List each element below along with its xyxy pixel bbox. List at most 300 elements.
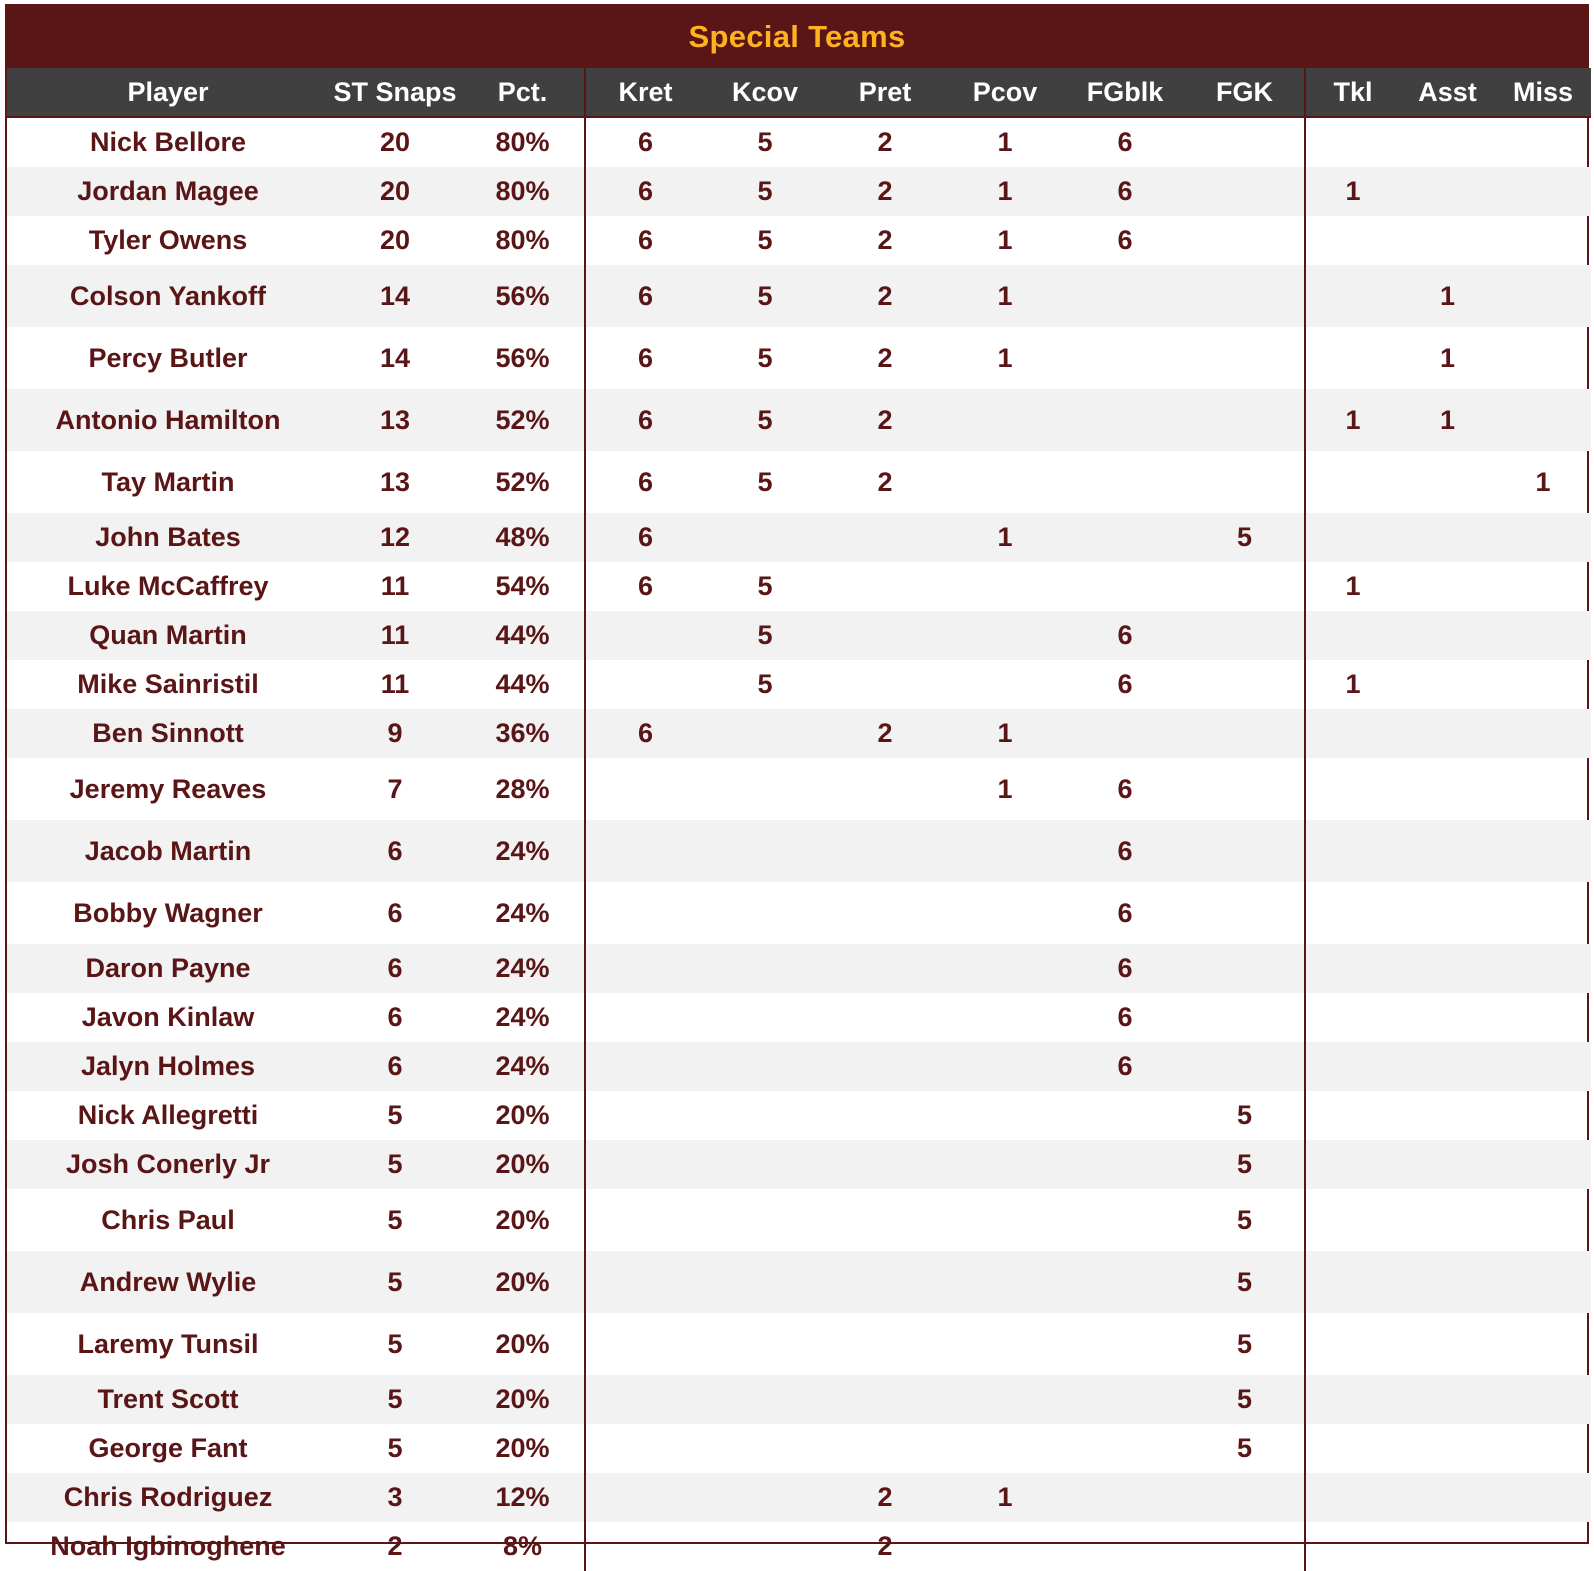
- cell-asst: [1400, 1251, 1495, 1313]
- cell-pct: 28%: [495, 773, 550, 804]
- cell-player: Mike Sainristil: [77, 669, 259, 699]
- cell-kcov: [705, 1313, 825, 1375]
- cell-snaps: 9: [329, 709, 461, 758]
- cell-kcov: [705, 1424, 825, 1473]
- cell-pct: 20%: [461, 1251, 585, 1313]
- cell-asst: [1400, 1189, 1495, 1251]
- cell-kret: [585, 1473, 705, 1522]
- table-row: [7, 709, 1591, 758]
- table-row: [7, 660, 1591, 709]
- cell-kcov: [705, 1522, 825, 1571]
- cell-pct: 80%: [461, 167, 585, 216]
- cell-miss: [1495, 1140, 1591, 1189]
- cell-fgk: [1185, 993, 1305, 1042]
- cell-kret: [585, 1189, 705, 1251]
- cell-pcov: [945, 562, 1065, 611]
- cell-pret: 2: [877, 1531, 893, 1561]
- cell-player: Tyler Owens: [88, 225, 248, 255]
- cell-asst: [1400, 451, 1495, 513]
- cell-pcov: 1: [945, 709, 1065, 758]
- cell-pct: 20%: [495, 1433, 550, 1463]
- table-row: [7, 167, 1591, 216]
- cell-miss: [1495, 993, 1591, 1042]
- cell-pret: 2: [825, 1473, 945, 1522]
- table-row: [7, 1522, 1591, 1571]
- cell-fgk: [1185, 944, 1305, 993]
- cell-player: Nick Allegretti: [77, 1100, 259, 1130]
- table-row: [7, 944, 1591, 993]
- cell-asst: [1400, 513, 1495, 562]
- table-row: [7, 882, 1591, 944]
- cell-fgk: 5: [1236, 1204, 1253, 1235]
- cell-pret: [825, 1042, 945, 1091]
- cell-miss: [1495, 820, 1591, 882]
- cell-pcov: [945, 389, 1065, 451]
- cell-fgblk: 6: [1065, 820, 1185, 882]
- cell-pcov: [945, 944, 1065, 993]
- cell-fgk: [1185, 451, 1305, 513]
- cell-pret: [825, 820, 945, 882]
- cell-fgk: 5: [1185, 1251, 1305, 1313]
- cell-fgblk: 6: [1117, 127, 1133, 157]
- cell-snaps: 6: [387, 1002, 403, 1032]
- cell-fgblk: 6: [1065, 167, 1185, 216]
- cell-snaps: 20: [329, 167, 461, 216]
- table-row: [7, 265, 1591, 327]
- cell-snaps: 3: [329, 1473, 461, 1522]
- cell-kcov: 5: [705, 389, 825, 451]
- cell-asst: [1400, 1375, 1495, 1424]
- cell-pcov: [945, 1424, 1065, 1473]
- cell-pret: [825, 1313, 945, 1375]
- cell-player: Nick Bellore: [89, 127, 247, 157]
- cell-pret: 2: [877, 466, 893, 497]
- cell-tkl: 1: [1305, 660, 1400, 709]
- cell-pct: 20%: [495, 1328, 550, 1359]
- cell-pret: [825, 562, 945, 611]
- cell-pct: 24%: [461, 820, 585, 882]
- cell-pcov: [945, 1189, 1065, 1251]
- cell-snaps: 5: [387, 1433, 403, 1463]
- cell-fgblk: [1065, 562, 1185, 611]
- cell-miss: [1495, 882, 1591, 944]
- cell-kret: [585, 1042, 705, 1091]
- cell-pret: [825, 1251, 945, 1313]
- cell-snaps: 5: [329, 1375, 461, 1424]
- cell-kcov: [705, 1091, 825, 1140]
- cell-pct: 80%: [495, 127, 550, 157]
- cell-fgk: [1185, 167, 1305, 216]
- cell-player: Luke McCaffrey: [67, 571, 269, 601]
- cell-fgblk: 6: [1117, 773, 1133, 804]
- cell-pcov: [945, 1313, 1065, 1375]
- cell-pct: 24%: [461, 944, 585, 993]
- cell-player: Trent Scott: [7, 1375, 329, 1424]
- cell-pret: [825, 993, 945, 1042]
- cell-kret: 6: [585, 167, 705, 216]
- cell-kcov: [705, 1473, 825, 1522]
- cell-tkl: 1: [1305, 389, 1400, 451]
- cell-asst: [1400, 1522, 1495, 1571]
- cell-fgblk: [1065, 1091, 1185, 1140]
- cell-kcov: 5: [705, 265, 825, 327]
- cell-fgk: 5: [1236, 1328, 1253, 1359]
- cell-fgblk: [1065, 327, 1185, 389]
- cell-kret: [585, 1140, 705, 1189]
- cell-asst: [1400, 1091, 1495, 1140]
- cell-fgk: [1185, 265, 1305, 327]
- cell-player: John Bates: [7, 513, 329, 562]
- cell-fgblk: 6: [1065, 944, 1185, 993]
- table-row: [7, 117, 1591, 167]
- cell-tkl: [1305, 611, 1400, 660]
- cell-fgblk: [1065, 513, 1185, 562]
- cell-asst: 1: [1439, 342, 1456, 373]
- cell-fgblk: [1065, 1473, 1185, 1522]
- cell-player: Jalyn Holmes: [7, 1042, 329, 1091]
- cell-tkl: [1305, 820, 1400, 882]
- cell-miss: [1495, 216, 1591, 265]
- column-header-player: Player: [7, 68, 329, 117]
- column-header-fgblk: FGblk: [1065, 68, 1185, 117]
- table-row: [7, 562, 1591, 611]
- cell-pret: [825, 1140, 945, 1189]
- cell-fgblk: [1065, 1522, 1185, 1571]
- cell-pct: 56%: [495, 342, 550, 373]
- cell-kret: 6: [585, 451, 705, 513]
- cell-tkl: [1305, 1313, 1400, 1375]
- cell-player: Jeremy Reaves: [69, 773, 267, 804]
- cell-snaps: 14: [329, 265, 461, 327]
- table-row: [7, 611, 1591, 660]
- cell-pct: 8%: [502, 1531, 543, 1561]
- cell-tkl: [1305, 216, 1400, 265]
- cell-fgblk: 6: [1065, 1042, 1185, 1091]
- cell-fgblk: 6: [1065, 611, 1185, 660]
- cell-fgk: [1185, 709, 1305, 758]
- cell-pret: [825, 758, 945, 820]
- table-row: [7, 1424, 1591, 1473]
- cell-pcov: [945, 611, 1065, 660]
- cell-pct: 24%: [495, 897, 550, 928]
- cell-player: Quan Martin: [7, 611, 329, 660]
- cell-pcov: 1: [945, 167, 1065, 216]
- cell-snaps: 7: [387, 773, 403, 804]
- cell-pct: 36%: [461, 709, 585, 758]
- cell-fgk: 5: [1185, 1375, 1305, 1424]
- cell-snaps: 20: [379, 225, 411, 255]
- cell-tkl: [1305, 709, 1400, 758]
- table-body: [7, 117, 1591, 1571]
- cell-tkl: 1: [1305, 167, 1400, 216]
- cell-fgk: 5: [1236, 1100, 1253, 1130]
- cell-kcov: [705, 993, 825, 1042]
- cell-player: Andrew Wylie: [7, 1251, 329, 1313]
- cell-miss: [1495, 1251, 1591, 1313]
- cell-player: Javon Kinlaw: [81, 1002, 255, 1032]
- cell-miss: [1495, 1189, 1591, 1251]
- cell-fgk: [1185, 389, 1305, 451]
- cell-kret: 6: [585, 327, 705, 389]
- column-header-pret: Pret: [825, 68, 945, 117]
- cell-fgblk: [1065, 389, 1185, 451]
- cell-fgk: [1185, 1473, 1305, 1522]
- cell-snaps: 6: [329, 944, 461, 993]
- cell-snaps: 20: [379, 127, 411, 157]
- cell-pcov: [945, 1375, 1065, 1424]
- cell-kret: [585, 1375, 705, 1424]
- cell-tkl: [1305, 1522, 1400, 1571]
- cell-fgblk: [1065, 1313, 1185, 1375]
- cell-pret: 2: [825, 167, 945, 216]
- cell-miss: [1495, 167, 1591, 216]
- cell-fgk: [1185, 1042, 1305, 1091]
- cell-pcov: 1: [997, 127, 1013, 157]
- cell-player: Antonio Hamilton: [7, 389, 329, 451]
- cell-kret: 6: [585, 216, 705, 265]
- cell-pret: 2: [877, 127, 893, 157]
- cell-player: Percy Butler: [88, 342, 248, 373]
- cell-snaps: 13: [379, 466, 411, 497]
- cell-miss: [1495, 513, 1591, 562]
- cell-kcov: 5: [705, 167, 825, 216]
- table-row: [7, 1042, 1591, 1091]
- cell-tkl: [1305, 993, 1400, 1042]
- cell-fgblk: [1065, 1424, 1185, 1473]
- cell-fgblk: [1065, 1189, 1185, 1251]
- cell-pret: [825, 882, 945, 944]
- cell-pret: 2: [877, 342, 893, 373]
- cell-kcov: [705, 944, 825, 993]
- table-row: [7, 1091, 1591, 1140]
- cell-miss: [1495, 117, 1591, 167]
- table-row: [7, 216, 1591, 265]
- table-row: [7, 1251, 1591, 1313]
- cell-fgk: [1185, 611, 1305, 660]
- cell-fgk: 5: [1185, 1140, 1305, 1189]
- cell-player: Noah Igbinoghene: [50, 1531, 286, 1561]
- cell-asst: [1400, 1042, 1495, 1091]
- cell-fgblk: 6: [1117, 669, 1133, 699]
- cell-player: Daron Payne: [7, 944, 329, 993]
- cell-pct: 44%: [495, 669, 550, 699]
- cell-asst: [1400, 709, 1495, 758]
- cell-pcov: [945, 993, 1065, 1042]
- cell-pct: 52%: [461, 389, 585, 451]
- cell-tkl: [1305, 265, 1400, 327]
- table-row: [7, 513, 1591, 562]
- cell-kcov: [705, 709, 825, 758]
- cell-snaps: 12: [329, 513, 461, 562]
- cell-tkl: [1305, 1091, 1400, 1140]
- header-row: [7, 68, 1591, 117]
- cell-tkl: [1305, 1251, 1400, 1313]
- table-row: [7, 993, 1591, 1042]
- cell-miss: [1495, 1313, 1591, 1375]
- cell-pct: 24%: [495, 1002, 550, 1032]
- cell-asst: [1400, 882, 1495, 944]
- column-header-kcov: Kcov: [705, 68, 825, 117]
- cell-pret: 2: [877, 225, 893, 255]
- cell-fgblk: [1065, 451, 1185, 513]
- cell-fgblk: 6: [1117, 225, 1133, 255]
- cell-pcov: [945, 882, 1065, 944]
- cell-player: Josh Conerly Jr: [7, 1140, 329, 1189]
- cell-kcov: [705, 758, 825, 820]
- cell-player: George Fant: [88, 1433, 248, 1463]
- cell-pct: 20%: [495, 1100, 550, 1130]
- cell-miss: [1495, 1375, 1591, 1424]
- cell-fgk: [1185, 882, 1305, 944]
- cell-pret: 2: [825, 265, 945, 327]
- cell-miss: [1495, 1042, 1591, 1091]
- cell-tkl: 1: [1305, 562, 1400, 611]
- cell-miss: 1: [1535, 466, 1551, 497]
- cell-asst: [1400, 660, 1495, 709]
- cell-miss: [1495, 1522, 1591, 1571]
- cell-pret: [825, 1189, 945, 1251]
- cell-asst: [1400, 1424, 1495, 1473]
- cell-kret: [585, 944, 705, 993]
- cell-kcov: 5: [757, 342, 773, 373]
- cell-fgblk: 6: [1117, 897, 1133, 928]
- cell-player: Laremy Tunsil: [77, 1328, 259, 1359]
- cell-fgblk: [1065, 1251, 1185, 1313]
- cell-asst: [1400, 167, 1495, 216]
- cell-player: Ben Sinnott: [7, 709, 329, 758]
- column-header-miss: Miss: [1495, 68, 1591, 117]
- cell-pct: 20%: [461, 1140, 585, 1189]
- cell-pcov: [945, 1091, 1065, 1140]
- cell-fgblk: 6: [1117, 1002, 1133, 1032]
- cell-pret: [825, 1424, 945, 1473]
- cell-kcov: 5: [757, 669, 773, 699]
- cell-tkl: [1305, 1140, 1400, 1189]
- cell-pcov: 1: [945, 513, 1065, 562]
- cell-pct: 44%: [461, 611, 585, 660]
- cell-kret: [585, 611, 705, 660]
- cell-kcov: [705, 1042, 825, 1091]
- cell-pret: [825, 660, 945, 709]
- cell-pct: 20%: [495, 1204, 550, 1235]
- cell-snaps: 14: [379, 342, 411, 373]
- cell-pcov: [945, 1042, 1065, 1091]
- cell-kret: 6: [585, 265, 705, 327]
- cell-asst: [1400, 1473, 1495, 1522]
- cell-pcov: [945, 451, 1065, 513]
- cell-pcov: 1: [945, 265, 1065, 327]
- cell-player: Chris Rodriguez: [7, 1473, 329, 1522]
- cell-fgk: [1185, 327, 1305, 389]
- cell-fgk: [1185, 216, 1305, 265]
- cell-fgk: 5: [1236, 1433, 1253, 1463]
- cell-fgk: [1185, 660, 1305, 709]
- special-teams-table: [7, 68, 1591, 1571]
- cell-snaps: 5: [387, 1100, 403, 1130]
- cell-asst: [1400, 611, 1495, 660]
- cell-pret: [825, 611, 945, 660]
- cell-asst: [1400, 216, 1495, 265]
- cell-kret: [585, 1091, 705, 1140]
- cell-player: Chris Paul: [101, 1204, 235, 1235]
- cell-snaps: 11: [380, 669, 410, 699]
- cell-kret: [585, 820, 705, 882]
- cell-fgk: 5: [1185, 513, 1305, 562]
- cell-fgblk: [1065, 709, 1185, 758]
- column-header-asst: Asst: [1400, 68, 1495, 117]
- table-row: [7, 1375, 1591, 1424]
- cell-pct: 52%: [495, 466, 550, 497]
- cell-tkl: [1305, 1375, 1400, 1424]
- cell-pret: [825, 1375, 945, 1424]
- cell-snaps: 6: [387, 897, 403, 928]
- cell-pcov: [945, 1140, 1065, 1189]
- cell-miss: [1495, 265, 1591, 327]
- cell-kcov: [705, 1375, 825, 1424]
- cell-tkl: [1305, 882, 1400, 944]
- cell-kret: [585, 993, 705, 1042]
- cell-kcov: [705, 882, 825, 944]
- cell-fgblk: [1065, 265, 1185, 327]
- cell-pcov: 1: [945, 1473, 1065, 1522]
- table-row: [7, 389, 1591, 451]
- cell-asst: [1400, 1140, 1495, 1189]
- cell-pcov: [945, 820, 1065, 882]
- cell-kret: 6: [585, 117, 705, 167]
- cell-kret: [585, 1522, 705, 1571]
- column-header-st-snaps: ST Snaps: [329, 68, 461, 117]
- cell-pct: 48%: [461, 513, 585, 562]
- cell-tkl: [1305, 1473, 1400, 1522]
- cell-kret: [585, 882, 705, 944]
- cell-fgk: [1185, 117, 1305, 167]
- cell-pcov: 1: [997, 773, 1013, 804]
- cell-asst: [1400, 1313, 1495, 1375]
- cell-pct: 24%: [461, 1042, 585, 1091]
- cell-kcov: [705, 820, 825, 882]
- column-header-fgk: FGK: [1185, 68, 1305, 117]
- cell-pret: [825, 513, 945, 562]
- cell-asst: [1400, 562, 1495, 611]
- cell-pret: 2: [825, 709, 945, 758]
- cell-miss: [1495, 709, 1591, 758]
- cell-pret: 2: [825, 389, 945, 451]
- cell-pct: 20%: [461, 1375, 585, 1424]
- cell-asst: [1400, 758, 1495, 820]
- cell-tkl: [1305, 451, 1400, 513]
- table-row: [7, 1473, 1591, 1522]
- cell-snaps: 11: [329, 611, 461, 660]
- table-row: [7, 1313, 1591, 1375]
- cell-kcov: 5: [757, 127, 773, 157]
- special-teams-sheet: [5, 4, 1589, 1561]
- cell-kret: 6: [585, 562, 705, 611]
- cell-tkl: [1305, 758, 1400, 820]
- cell-miss: [1495, 1424, 1591, 1473]
- cell-kret: 6: [585, 389, 705, 451]
- cell-kcov: [705, 513, 825, 562]
- cell-tkl: [1305, 327, 1400, 389]
- cell-player: Bobby Wagner: [73, 897, 263, 928]
- cell-miss: [1495, 562, 1591, 611]
- cell-asst: [1400, 820, 1495, 882]
- cell-kret: [585, 1313, 705, 1375]
- cell-kret: [585, 1251, 705, 1313]
- cell-pct: 80%: [495, 225, 550, 255]
- cell-kret: 6: [585, 709, 705, 758]
- cell-asst: [1400, 944, 1495, 993]
- cell-kret: 6: [585, 513, 705, 562]
